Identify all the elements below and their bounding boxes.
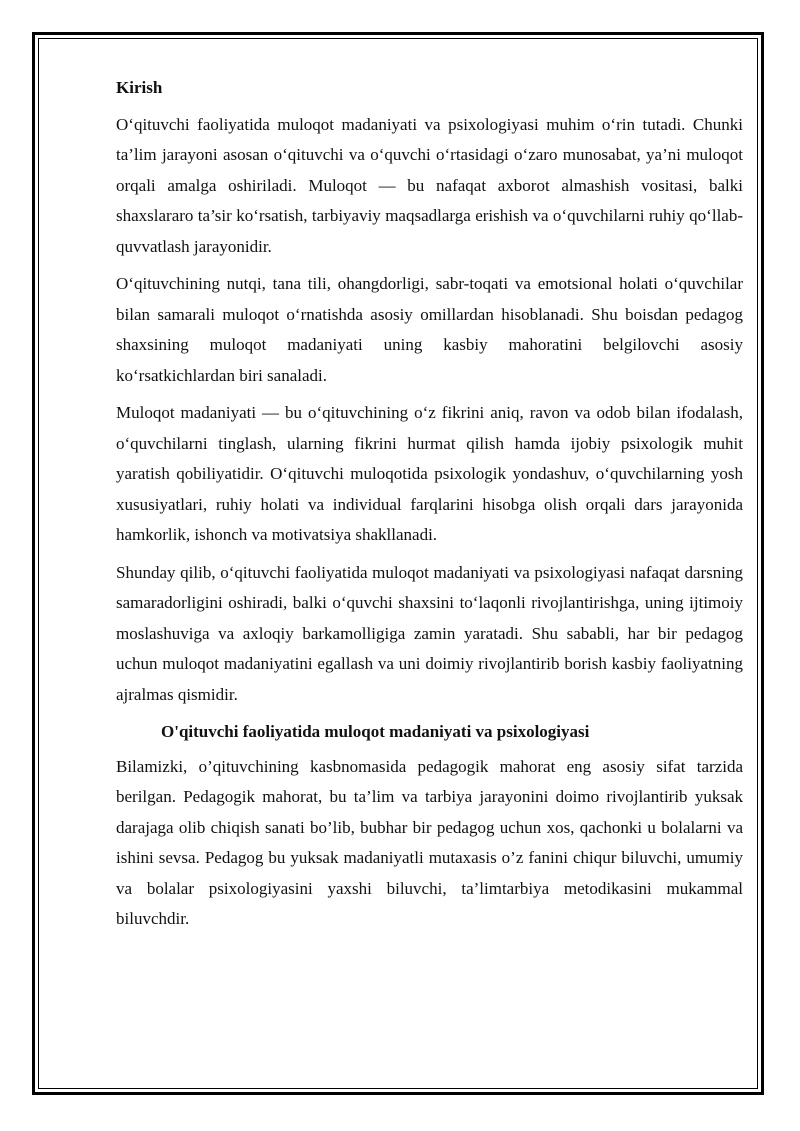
section-subheading: O'qituvchi faoliyatida muloqot madaniyati va psixologiyasi	[161, 722, 590, 741]
paragraph: Muloqot madaniyati — bu o‘qituvchining o‘z fikrini aniq, ravon va odob bilan ifodalash, o‘quvchilarni tinglash, ularning fikrini hurmat qilish hamda ijobiy psixologik muhit yaratish qobiliyatidir. O‘qituvchi muloqotida psixologik yondashuv, o‘quvchilarning yosh xususiyatlari, ruhiy holati va individual farqlarini hisobga olish orqali dars jarayonida hamkorlik, ishonch va motivatsiya shakllanadi.	[116, 403, 743, 544]
paragraph: Bilamizki, o’qituvchining kasbnomasida pedagogik mahorat eng asosiy sifat tarzida berilgan. Pedagogik mahorat, bu ta’lim va tarbiya jarayonini doimo rivojlantirib yuksak darajaga olib chiqish sanati bo’lib, bubhar bir pedagog uchun xos, qachonki u bolalarni va ishini sevsa. Pedagog bu yuksak madaniyatli mutaxasis o’z fanini chiqur biluvchi, umumiy va bolalar psixologiyasini yaxshi biluvchi, ta’limtarbiya metodikasini mukammal biluvchdir.	[116, 756, 743, 928]
paragraph: O‘qituvchi faoliyatida muloqot madaniyati va psixologiyasi muhim o‘rin tutadi. Chunki ta’lim jarayoni asosan o‘qituvchi va o‘quvchi o‘rtasidagi o‘zaro munosabat, ya’ni muloqot orqali amalga oshiriladi. Muloqot — bu nafaqat axborot almashish vositasi, balki shaxslararo ta’sir ko‘rsatish, tarbiyaviy maqsadlarga erishish va o‘quvchilarni ruhiy qo‘llab-quvvatlash jarayonidir.	[116, 114, 743, 256]
paragraph: Shunday qilib, o‘qituvchi faoliyatida muloqot madaniyati va psixologiyasi nafaqat darsning samaradorligini oshiradi, balki o‘quvchi shaxsini to‘laqonli rivojlantirishga, uning ijtimoiy moslashuviga va axloqiy barkamolligiga zamin yaratadi. Shu sababli, har bir pedagog uchun muloqot madaniyatini egallash va uni doimiy rivojlantirib borish kasbiy faoliyatning ajralmas qismidir.	[116, 562, 743, 704]
document-body	[116, 73, 743, 942]
paragraph: O‘qituvchining nutqi, tana tili, ohangdorligi, sabr-toqati va emotsional holati o‘quvchilar bilan samarali muloqot o‘rnatishda asosiy omillardan hisoblanadi. Shu boisdan pedagog shaxsining muloqot madaniyati uning kasbiy mahoratini belgilovchi asosiy ko‘rsatkichlardan biri sanaladi.	[116, 274, 743, 385]
section-heading-kirish: Kirish	[116, 78, 163, 97]
